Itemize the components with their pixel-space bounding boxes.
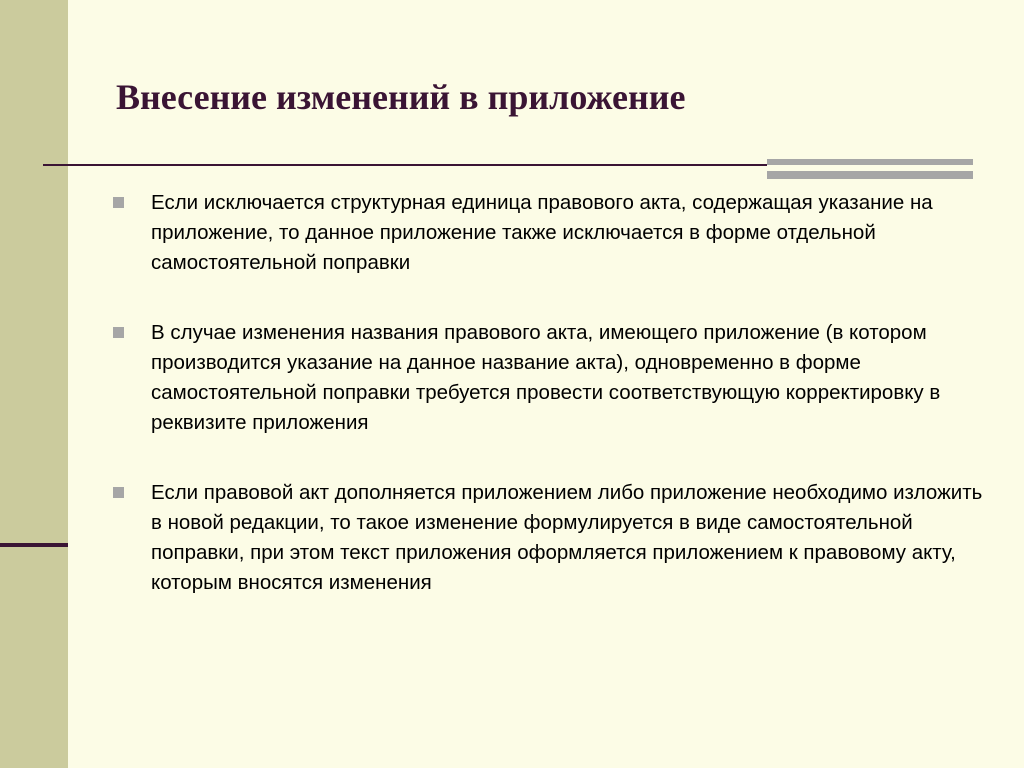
bullet-text: Если правовой акт дополняется приложением либо приложение необходимо изложить в новой редакции, то такое изменение формулируется в виде самостоятельной поправки, при этом текст приложения оформляется приложением к правовому акту, которым вносятся изменения (151, 481, 983, 594)
title-underline (43, 164, 767, 166)
square-bullet-icon (113, 487, 124, 498)
bullet-item (110, 478, 990, 598)
bullet-text: В случае изменения названия правового акта, имеющего приложение (в котором производится указание на данное название акта), одновременно в форме самостоятельной поправки требуется провести соответствующую корректировку в реквизите приложения (151, 321, 941, 434)
side-bar-divider (0, 543, 68, 547)
bullet-text: Если исключается структурная единица правового акта, содержащая указание на приложение, то данное приложение также исключается в форме отдельной самостоятельной поправки (151, 191, 933, 274)
title-rule-accent-top (767, 159, 973, 165)
decorative-side-bar (0, 0, 68, 768)
square-bullet-icon (113, 197, 124, 208)
slide-title: Внесение изменений в приложение (116, 77, 686, 117)
square-bullet-icon (113, 327, 124, 338)
bullet-list (110, 188, 990, 638)
title-rule-accent-bottom (767, 171, 973, 179)
bullet-item (110, 188, 990, 278)
bullet-item (110, 318, 990, 438)
